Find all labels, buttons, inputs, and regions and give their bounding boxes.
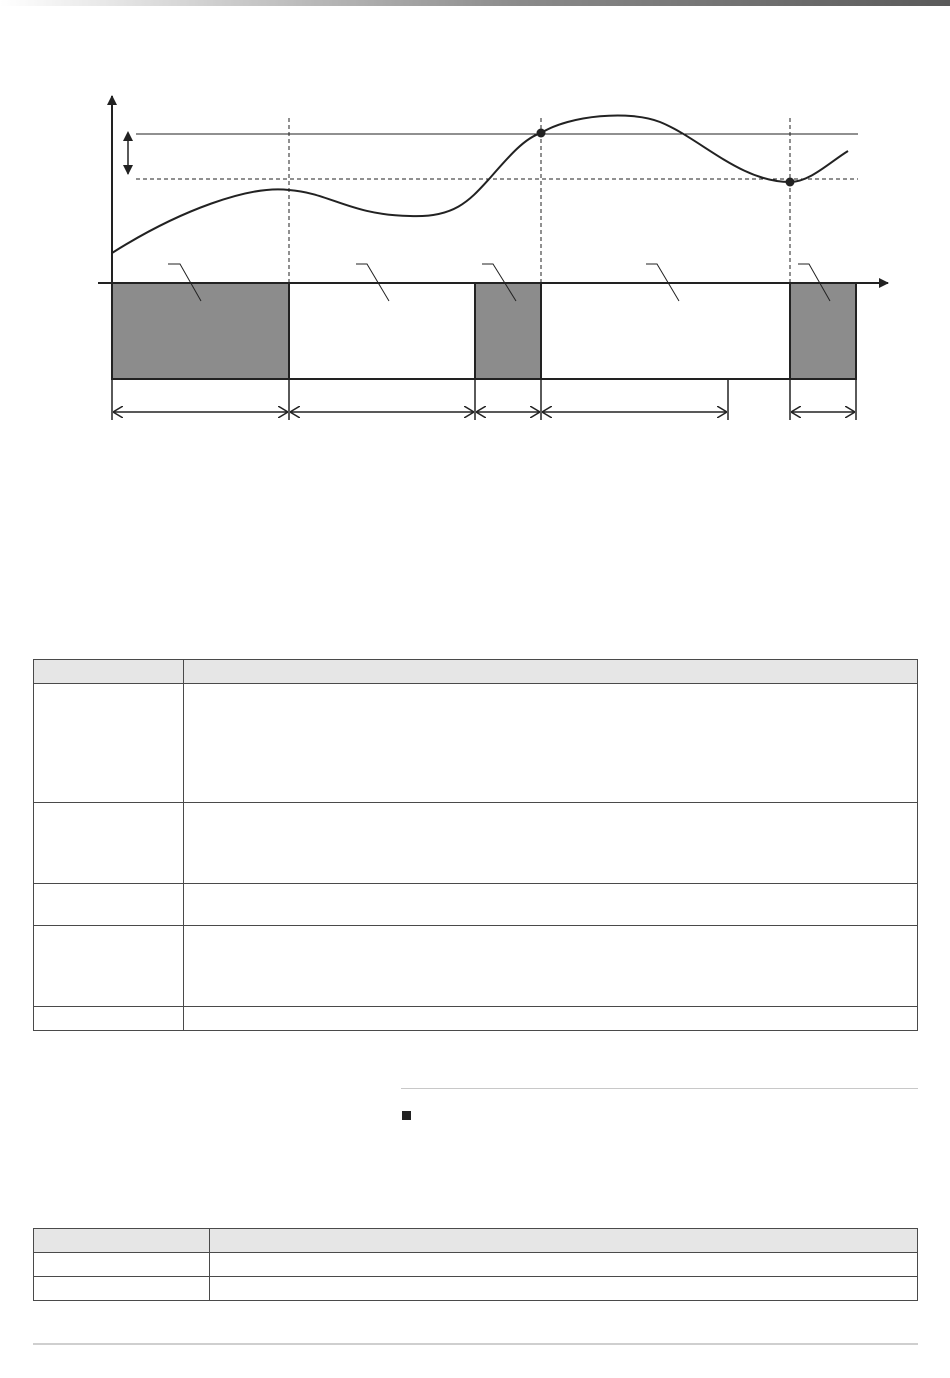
value-cell [184, 884, 918, 926]
key-cell [34, 884, 184, 926]
interval-block-2 [289, 283, 475, 379]
header-cell [210, 1229, 918, 1253]
footer-divider [33, 1343, 918, 1345]
value-cell [184, 684, 918, 803]
description-table [33, 659, 918, 1031]
timing-diagram [0, 0, 950, 440]
header-cell [184, 660, 918, 684]
key-cell [34, 684, 184, 803]
signal-curve [112, 115, 848, 253]
value-cell [210, 1253, 918, 1277]
header-cell [34, 660, 184, 684]
table-row [34, 1277, 918, 1301]
crossing-point [537, 129, 546, 138]
table-header-row [34, 1229, 918, 1253]
parameter-table [33, 1228, 918, 1301]
table-row [34, 684, 918, 803]
key-cell [34, 1253, 210, 1277]
value-cell [184, 926, 918, 1007]
value-cell [184, 1007, 918, 1031]
value-cell [210, 1277, 918, 1301]
note-divider [401, 1088, 918, 1089]
table-row [34, 1007, 918, 1031]
table-row [34, 884, 918, 926]
square-bullet-icon [402, 1111, 411, 1120]
key-cell [34, 926, 184, 1007]
interval-block-3 [475, 283, 541, 379]
key-cell [34, 1007, 184, 1031]
header-cell [34, 1229, 210, 1253]
interval-blocks [112, 283, 856, 379]
interval-block-5 [790, 283, 856, 379]
crossing-point [786, 178, 795, 187]
value-cell [184, 803, 918, 884]
table-header-row [34, 660, 918, 684]
interval-block-1 [112, 283, 289, 379]
key-cell [34, 1277, 210, 1301]
key-cell [34, 803, 184, 884]
table-row [34, 926, 918, 1007]
interval-block-4 [541, 283, 790, 379]
table-row [34, 1253, 918, 1277]
table-row [34, 803, 918, 884]
